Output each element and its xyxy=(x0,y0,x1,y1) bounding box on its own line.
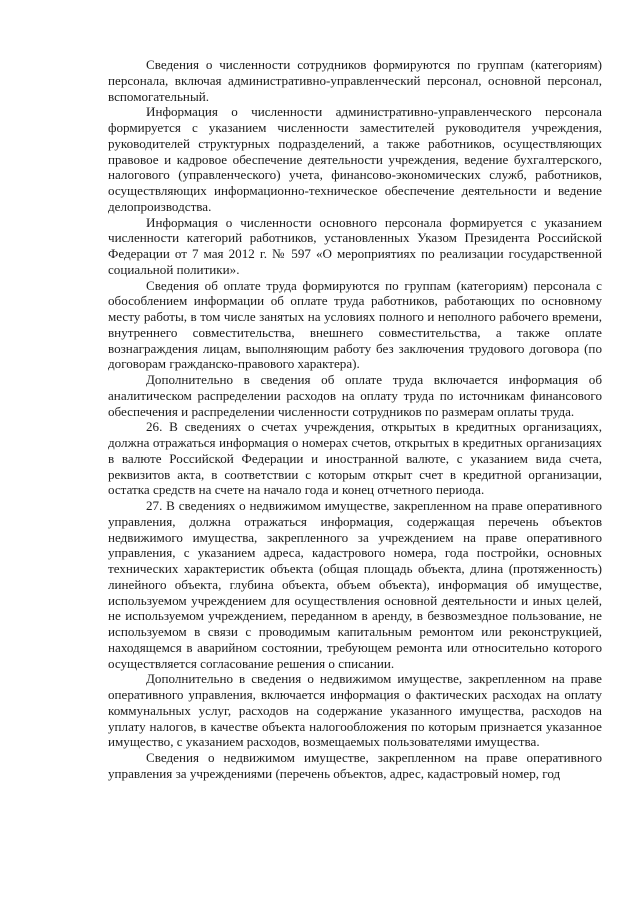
document-page xyxy=(108,57,602,782)
paragraph-item-26-accounts: 26. В сведениях о счетах учреждения, открытых в кредитных организациях, должна отражаться информация о номерах счетов, открытых в кредитных организациях в валюте Российской Федерации и иностранной валюте, с указанием вида счета, реквизитов акта, в соответствии с которым открыт счет в кредитной организации, остатка средств на счете на начало года и конец отчетного периода. xyxy=(108,419,602,498)
paragraph-staff-count: Сведения о численности сотрудников формируются по группам (категориям) персонала, включая административно-управленческий персонал, основной персонал, вспомогательный. xyxy=(108,57,602,104)
paragraph-admin-staff: Информация о численности административно-управленческого персонала формируется с указанием численности заместителей руководителя учреждения, руководителей структурных подразделений, а также работников, осуществляющих правовое и кадровое обеспечение деятельности учреждения, ведение бухгалтерского, налогового (управленческого) учета, финансово-экономических служб, работников, осуществляющих информационно-техническое обеспечение деятельности и ведение делопроизводства. xyxy=(108,104,602,214)
paragraph-real-estate-expenses: Дополнительно в сведения о недвижимом имуществе, закрепленном на праве оперативного управления, включается информация о фактических расходах на оплату коммунальных услуг, расходов на содержание указанного имущества, расходов на уплату налогов, в качестве объекта налогообложения по которым признается указанное имущество, с указанием расходов, возмещаемых пользователями имущества. xyxy=(108,671,602,750)
paragraph-pay-analytics: Дополнительно в сведения об оплате труда включается информация об аналитическом распределении расходов на оплату труда по источникам финансового обеспечения и распределении численности сотрудников по размерам оплаты труда. xyxy=(108,372,602,419)
paragraph-item-27-real-estate: 27. В сведениях о недвижимом имуществе, закрепленном на праве оперативного управления, должна отражаться информация, содержащая перечень объектов недвижимого имущества, закрепленного за учреждением на праве оперативного управления, с указанием адреса, кадастрового номера, года постройки, основных технических характеристик объекта (общая площадь объекта, длина (протяженность) линейного объекта, глубина объекта, объем объекта), информация об имуществе, используемом учреждением для осуществления основной деятельности и иных целей, не используемом учреждением, переданном в аренду, в безвозмездное пользование, не используемом в связи с проводимым капитальным ремонтом или реконструкцией, находящемся в аварийном состоянии, требующем ремонта или относительно которого осуществляется согласование решения о списании. xyxy=(108,498,602,671)
paragraph-main-staff: Информация о численности основного персонала формируется с указанием численности категорий работников, установленных Указом Президента Российской Федерации от 7 мая 2012 г. № 597 «О мероприятиях по реализации государственной социальной политики». xyxy=(108,214,602,277)
paragraph-pay-groups: Сведения об оплате труда формируются по группам (категориям) персонала с обособлением информации об оплате труда работников, работающих по основному месту работы, в том числе занятых на условиях полного и неполного рабочего времени, внутреннего совместительства, внешнего совместительства, а также оплате вознаграждения лицам, выполняющим работу без заключения трудового договора (по договорам гражданско-правового характера). xyxy=(108,277,602,372)
paragraph-real-estate-list: Сведения о недвижимом имуществе, закрепленном на праве оперативного управления за учреждениями (перечень объектов, адрес, кадастровый номер, год xyxy=(108,750,602,781)
